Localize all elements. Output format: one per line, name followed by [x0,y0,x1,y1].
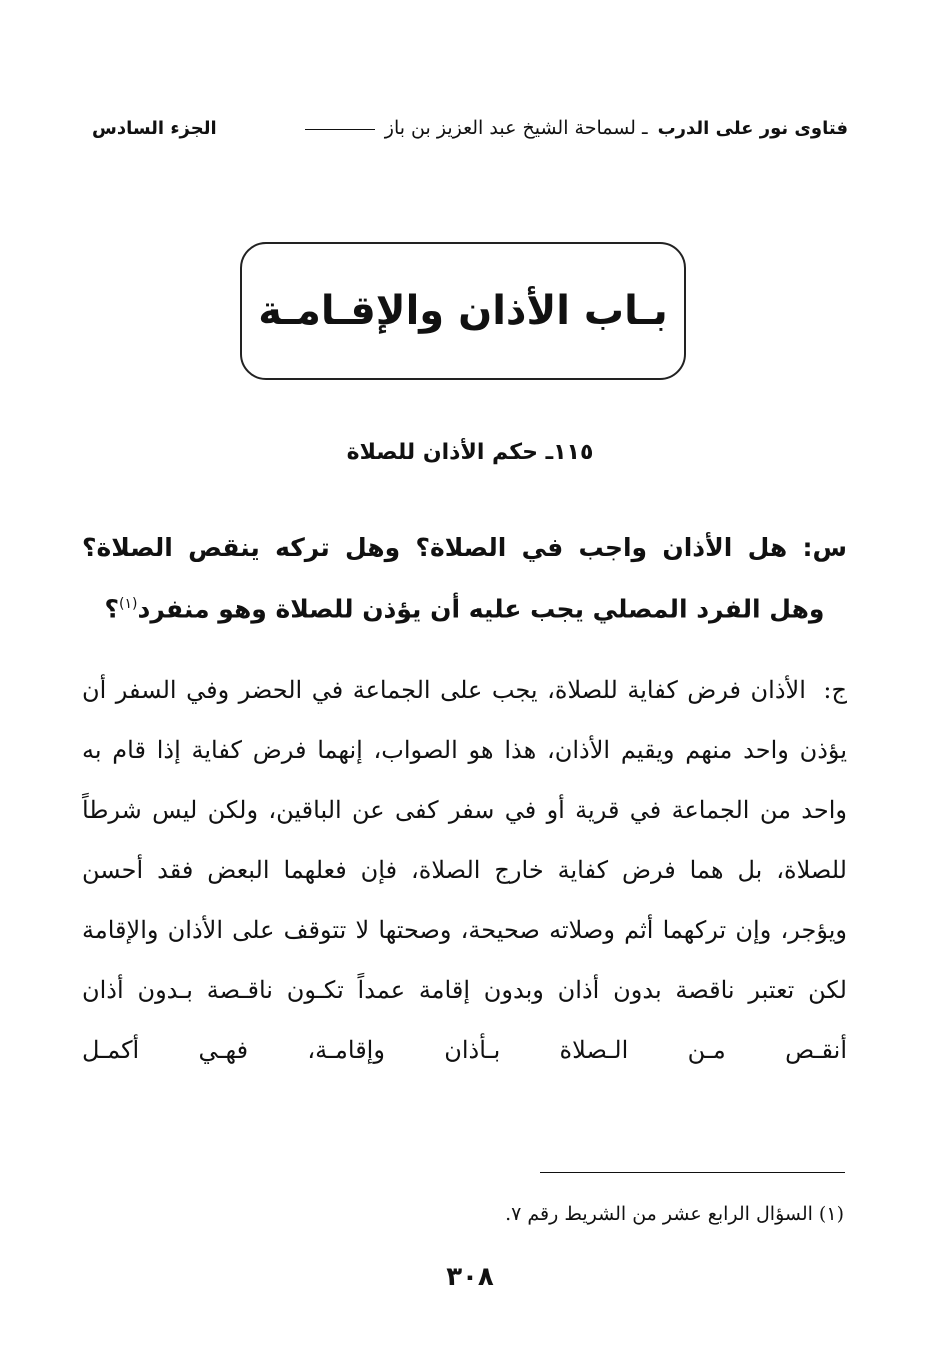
chapter-title: بـاب الأذان والإقـامـة [258,288,668,334]
header-book-info [305,117,848,139]
question-end-mark: ؟ [104,594,120,624]
answer-text: الأذان فرض كفاية للصلاة، يجب على الجماعة في الحضر وفي السفر أن يؤذن واحد منهم ويقيم الأذان، هذا هو الصواب، إنهما فرض كفاية إذا قام به واحد من الجماعة في قرية أو في سفر كفى عن الباقين، ولكن ليس شرطاً للصلاة، بل هما فرض كفاية خارج الصلاة، فإن فعلهما البعض فقد أحسن ويؤجر، وإن تركهما أثم وصلاته صحيحة، وصحتها لا تتوقف على الأذان والإقامة لكن تعتبر ناقصة بدون أذان وبدون إقامة عمداً تكـون ناقـصة بـدون أذان أنقـص مـن الـصلاة بـأذان وإقامـة، فهـي أكمـل [82,676,847,1064]
question-paragraph [82,520,847,637]
answer-label: ج: [823,676,847,704]
header-author: ـ لسماحة الشيخ عبد العزيز بن باز [384,117,648,139]
header-book-title: فتاوى نور على الدرب [657,117,848,139]
running-header [92,108,848,148]
footnote-reference: (١) [119,596,138,612]
answer-paragraph [82,660,847,1080]
page-number: ٣٠٨ [446,1262,494,1292]
section-heading: ١١٥ـ حكم الأذان للصلاة [346,440,594,465]
chapter-title-frame [240,242,686,380]
header-separator [305,129,375,130]
header-volume: الجزء السادس [92,117,217,139]
question-text: س: هل الأذان واجب في الصلاة؟ وهل تركه ينقص الصلاة؟ وهل الفرد المصلي يجب عليه أن يؤذن للصلاة وهو منفرد [82,533,847,624]
footnote-divider [540,1172,845,1173]
footnote: (١) السؤال الرابع عشر من الشريط رقم ٧. [505,1203,844,1225]
